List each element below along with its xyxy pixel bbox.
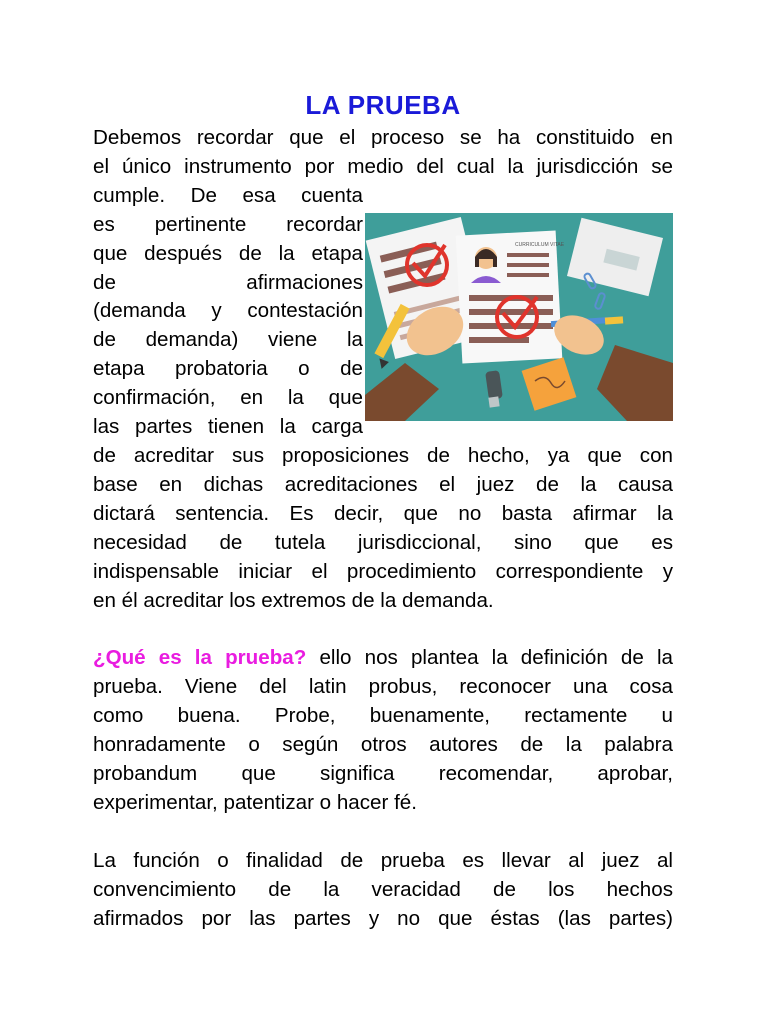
paragraph-1 — [93, 124, 673, 182]
text-line: (demanda y contestación — [93, 299, 363, 323]
text-line: en él acreditar los extremos de la demanda. — [93, 588, 494, 612]
paragraph-1-side-text — [93, 182, 363, 442]
text-line: cumple. De esa cuenta — [93, 183, 363, 207]
cv-document — [456, 230, 565, 363]
text-line: de acreditar sus proposiciones de hecho, ya que con — [93, 443, 673, 467]
evidence-illustration — [365, 213, 673, 421]
text-line: afirmados por las partes y no que éstas (las partes) — [93, 906, 673, 930]
text-line: las partes tienen la carga — [93, 415, 363, 439]
paragraph-gap — [93, 615, 673, 644]
text-line: prueba. Viene del latin probus, reconocer una cosa — [93, 675, 673, 699]
question-heading: ¿Qué es la prueba? — [93, 646, 307, 670]
text-line — [93, 644, 673, 673]
text-line: base en dichas acreditaciones el juez de la causa — [93, 472, 673, 496]
page-title: LA PRUEBA — [305, 90, 461, 120]
text-line: experimentar, patentizar o hacer fé. — [93, 790, 417, 814]
text-line: de demanda) viene la — [93, 328, 363, 352]
cv-label: CURRICULUM VITAE — [515, 241, 565, 248]
text-line: indispensable iniciar el procedimiento correspondiente y — [93, 559, 673, 583]
text-line: dictará sentencia. Es decir, que no basta afirmar la — [93, 501, 673, 525]
text-line: honradamente o según otros autores de la palabra — [93, 733, 673, 757]
text-line: que después de la etapa — [93, 241, 363, 265]
text-line: Debemos recordar que el proceso se ha constituido en — [93, 126, 673, 149]
document-page — [93, 88, 673, 934]
text-line: como buena. Probe, buenamente, rectamente u — [93, 704, 673, 728]
text-line: etapa probatoria o de — [93, 357, 363, 381]
text-line: La función o finalidad de prueba es llevar al juez al — [93, 848, 673, 872]
paragraph-3 — [93, 847, 673, 934]
text-line: convencimiento de la veracidad de los hechos — [93, 877, 673, 901]
text-line: necesidad de tutela jurisdiccional, sino que es — [93, 530, 673, 554]
text-line: es pertinente recordar — [93, 212, 363, 236]
text-fragment: ello nos plantea la definición de la — [306, 646, 673, 670]
paragraph-2 — [93, 644, 673, 817]
text-line: confirmación, en la que — [93, 386, 363, 410]
text-line: probandum que significa recomendar, aprobar, — [93, 762, 673, 786]
text-line: el único instrumento por medio del cual la jurisdicción se — [93, 154, 673, 178]
text-line: de afirmaciones — [93, 270, 363, 294]
paragraph-gap — [93, 818, 673, 847]
text-with-figure — [93, 182, 673, 442]
paragraph-1-continued — [93, 442, 673, 615]
